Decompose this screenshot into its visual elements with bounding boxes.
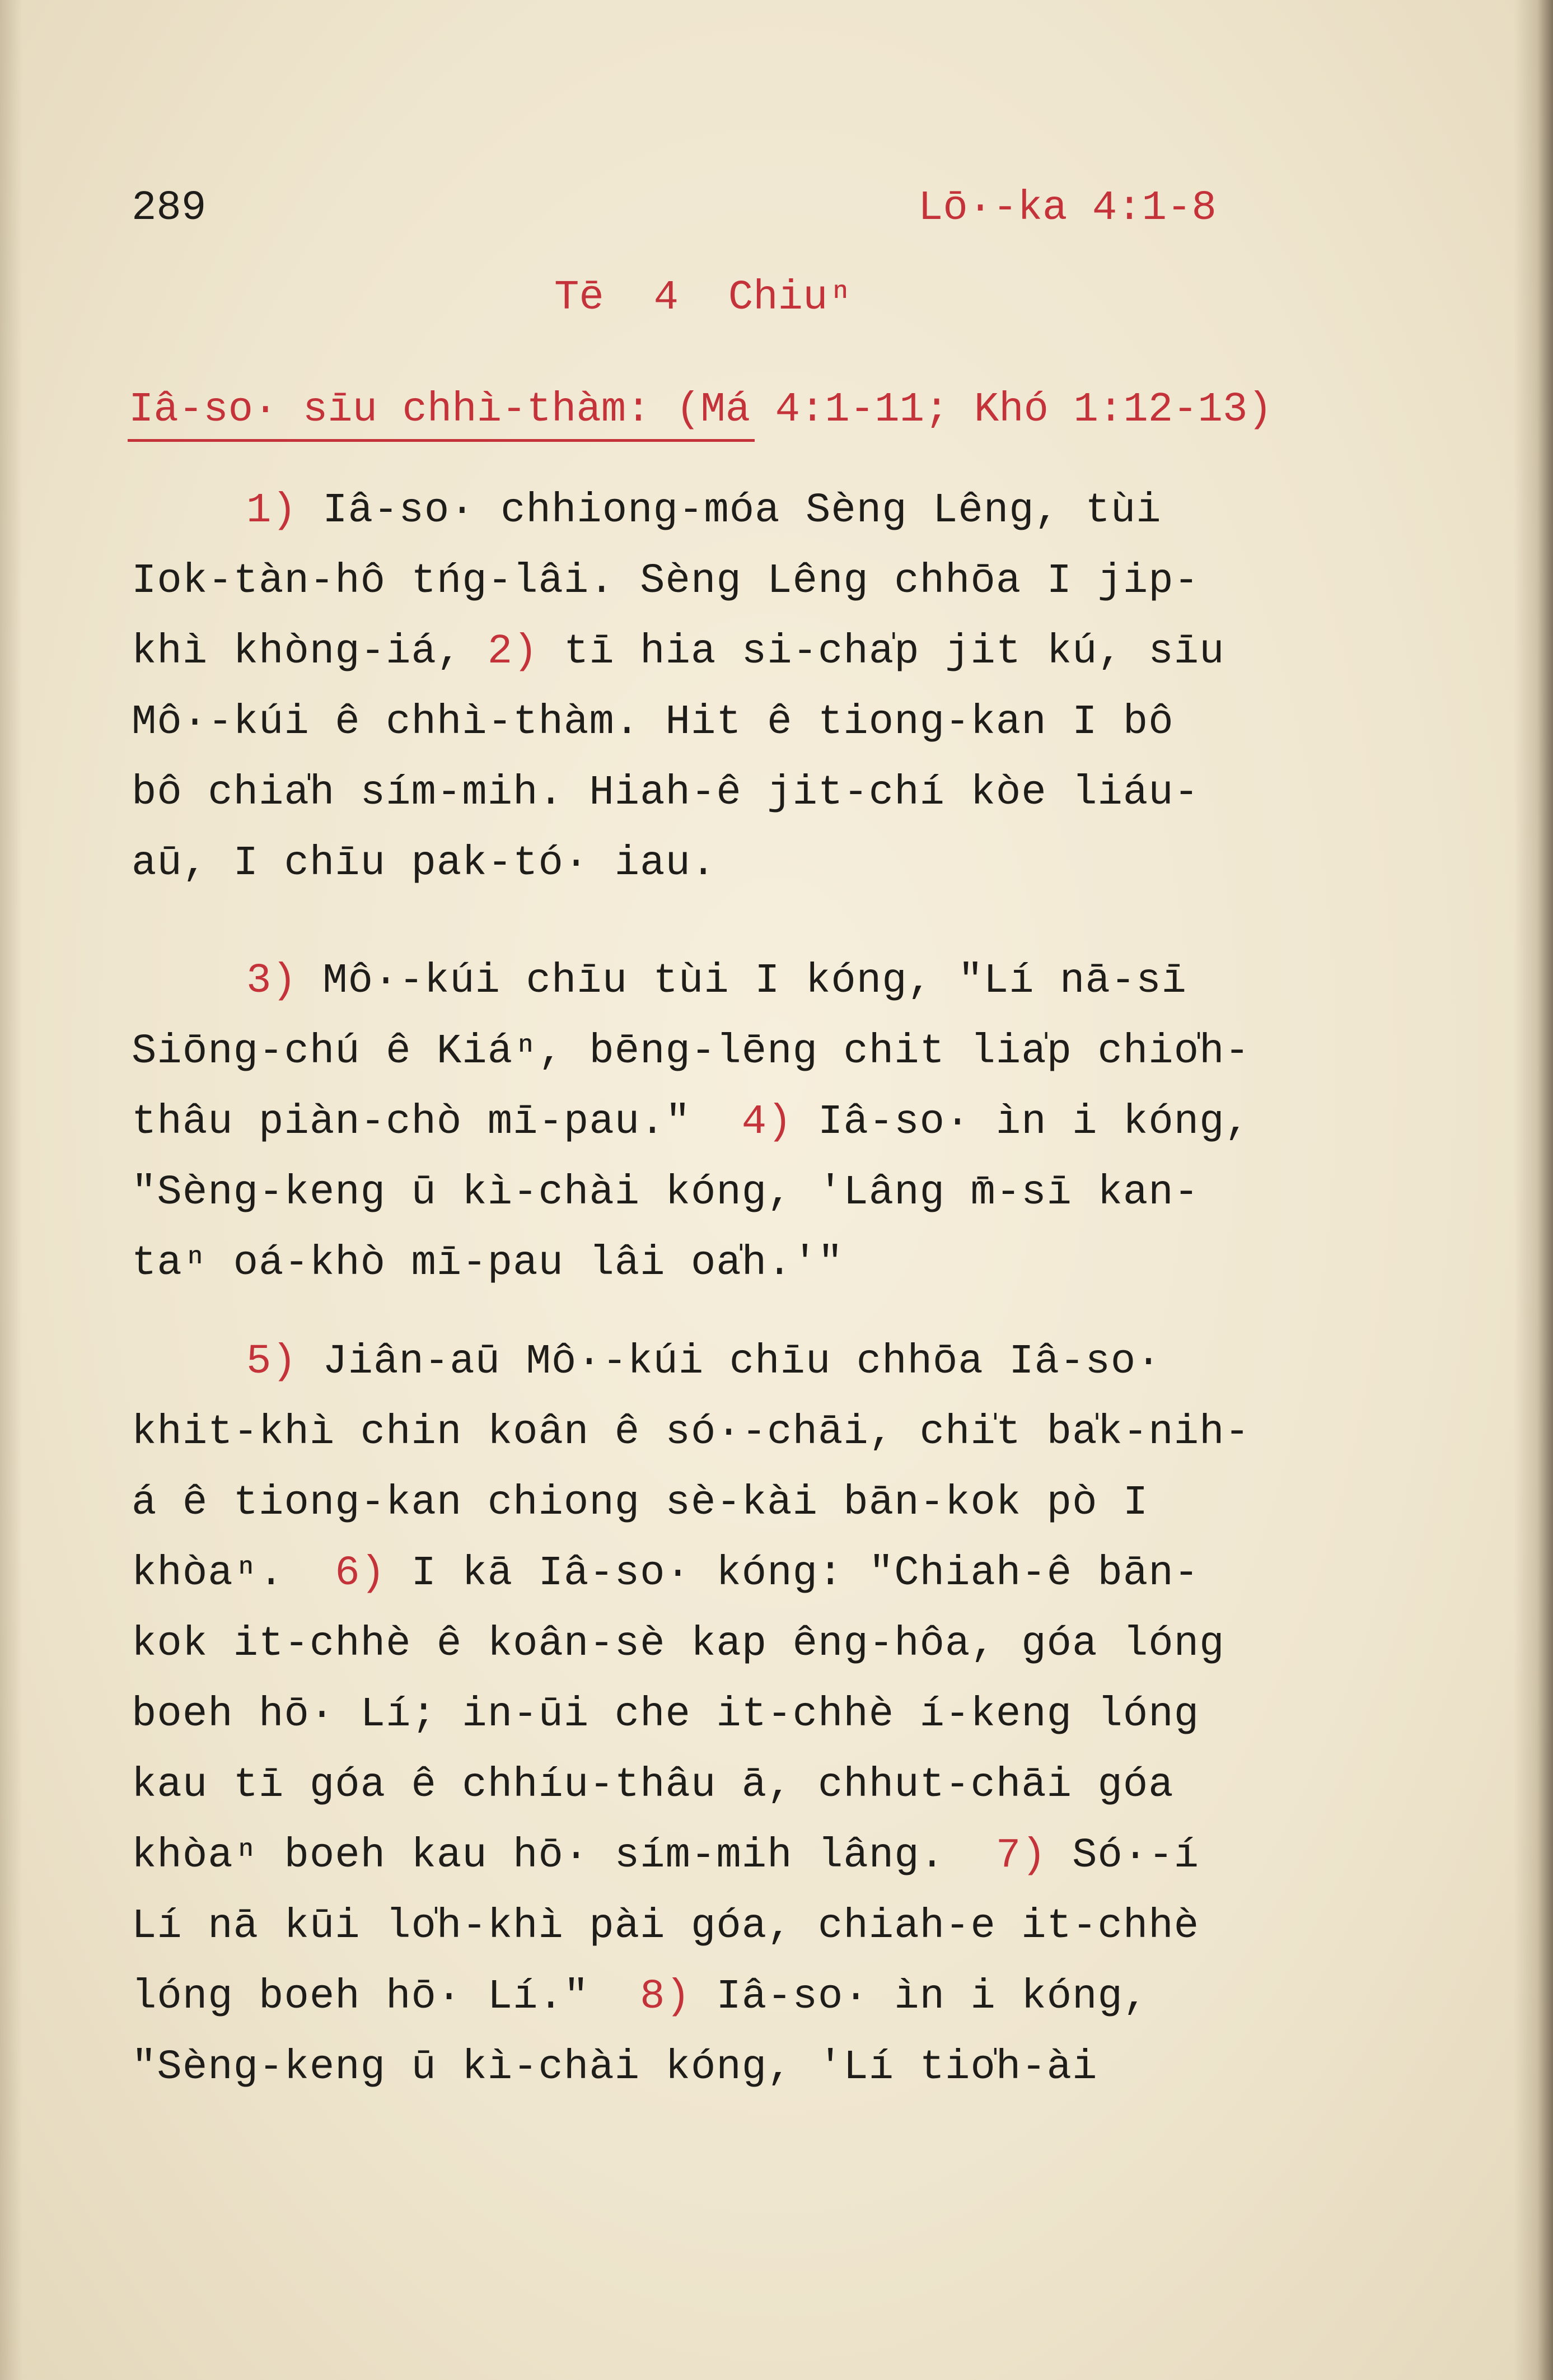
text-line — [132, 1169, 1199, 1216]
text-line — [132, 1691, 1199, 1738]
running-head: Lō·-ka 4:1-8 — [918, 185, 1217, 232]
section-heading-title: Iâ-so· sīu chhì-thàm: — [129, 386, 651, 433]
verse-number: 3) — [246, 958, 297, 1005]
section-heading-reference: (Má 4:1-11; Khó 1:12-13) — [675, 386, 1273, 433]
verse-text: Iok-tàn-hô tńg-lâi. Sèng Lêng chhōa I jip- — [132, 558, 1200, 605]
verse-text: lóng boeh hō· Lí." — [132, 1973, 590, 2020]
verse-text: khit-khì chin koân ê só·-chāi, chi̍t ba̍k-nih- — [132, 1409, 1250, 1456]
text-line — [246, 1338, 1162, 1385]
text-line — [132, 699, 1174, 746]
text-line — [132, 1550, 1199, 1597]
verse-text: "Sèng-keng ū kì-chài kóng, 'Lâng m̄-sī kan- — [132, 1169, 1200, 1216]
text-line — [246, 487, 1162, 534]
verse-text: tī hia si-cha̍p jit kú, sīu — [538, 628, 1225, 675]
verse-text: Siōng-chú ê Kiáⁿ, bēng-lēng chit lia̍p chio̍h- — [132, 1028, 1250, 1075]
verse-text: "Sèng-keng ū kì-chài kóng, 'Lí tio̍h-ài — [132, 2044, 1098, 2091]
text-line — [132, 2044, 1097, 2091]
text-line — [132, 628, 1225, 675]
text-line — [132, 1903, 1199, 1950]
text-line — [246, 958, 1187, 1005]
text-line — [132, 1973, 1148, 2020]
text-line — [132, 1240, 843, 1287]
verse-text: Lí nā kūi lo̍h-khì pài góa, chiah-e it-chhè — [132, 1903, 1200, 1950]
verse-text: taⁿ oá-khò mī-pau lâi oa̍h.'" — [132, 1240, 844, 1287]
text-line — [132, 558, 1199, 605]
verse-text: thâu piàn-chò mī-pau." — [132, 1099, 691, 1146]
verse-text: khì khòng-iá, — [132, 628, 462, 675]
verse-text: á ê tiong-kan chiong sè-kài bān-kok pò I — [132, 1480, 1149, 1527]
page-number: 289 — [132, 185, 207, 232]
verse-text: aū, I chīu pak-tó· iau. — [132, 840, 717, 887]
verse-text: Mô·-kúi ê chhì-thàm. Hit ê tiong-kan I bô — [132, 699, 1174, 746]
verse-text: bô chia̍h sím-mih. Hiah-ê jit-chí kòe liáu- — [132, 769, 1200, 816]
text-line — [132, 1028, 1250, 1075]
verse-text: Só·-í — [1046, 1832, 1200, 1879]
verse-text: Mô·-kúi chīu tùi I kóng, "Lí nā-sī — [297, 958, 1187, 1005]
verse-text: Iâ-so· chhiong-móa Sèng Lêng, tùi — [297, 487, 1162, 534]
text-line — [132, 1762, 1174, 1809]
text-line — [132, 1099, 1250, 1146]
verse-text: I kā Iâ-so· kóng: "Chiah-ê bān- — [386, 1550, 1200, 1597]
section-heading — [129, 386, 1273, 433]
chapter-title: Tē 4 Chiuⁿ — [554, 274, 853, 321]
verse-text: Iâ-so· ìn i kóng, — [792, 1099, 1250, 1146]
verse-number: 1) — [246, 487, 297, 534]
verse-number: 5) — [246, 1338, 297, 1385]
verse-text: Jiân-aū Mô·-kúi chīu chhōa Iâ-so· — [297, 1338, 1162, 1385]
text-line — [132, 1621, 1225, 1668]
verse-text: kau tī góa ê chhíu-thâu ā, chhut-chāi góa — [132, 1762, 1174, 1809]
verse-text: boeh hō· Lí; in-ūi che it-chhè í-keng lóng — [132, 1691, 1200, 1738]
text-line — [132, 840, 716, 887]
verse-text: khòaⁿ boeh kau hō· sím-mih lâng. — [132, 1832, 946, 1879]
verse-number: 7) — [995, 1832, 1047, 1879]
section-heading-underline — [128, 439, 755, 442]
verse-text: khòaⁿ. — [132, 1550, 284, 1597]
verse-number: 2) — [487, 628, 539, 675]
verse-text: Iâ-so· ìn i kóng, — [691, 1973, 1149, 2020]
text-line — [132, 769, 1199, 816]
text-line — [132, 1480, 1148, 1527]
verse-number: 4) — [741, 1099, 793, 1146]
verse-number: 6) — [335, 1550, 386, 1597]
verse-text: kok it-chhè ê koân-sè kap êng-hôa, góa lóng — [132, 1621, 1225, 1668]
text-line — [132, 1409, 1250, 1456]
verse-number: 8) — [640, 1973, 691, 2020]
text-line — [132, 1832, 1199, 1879]
